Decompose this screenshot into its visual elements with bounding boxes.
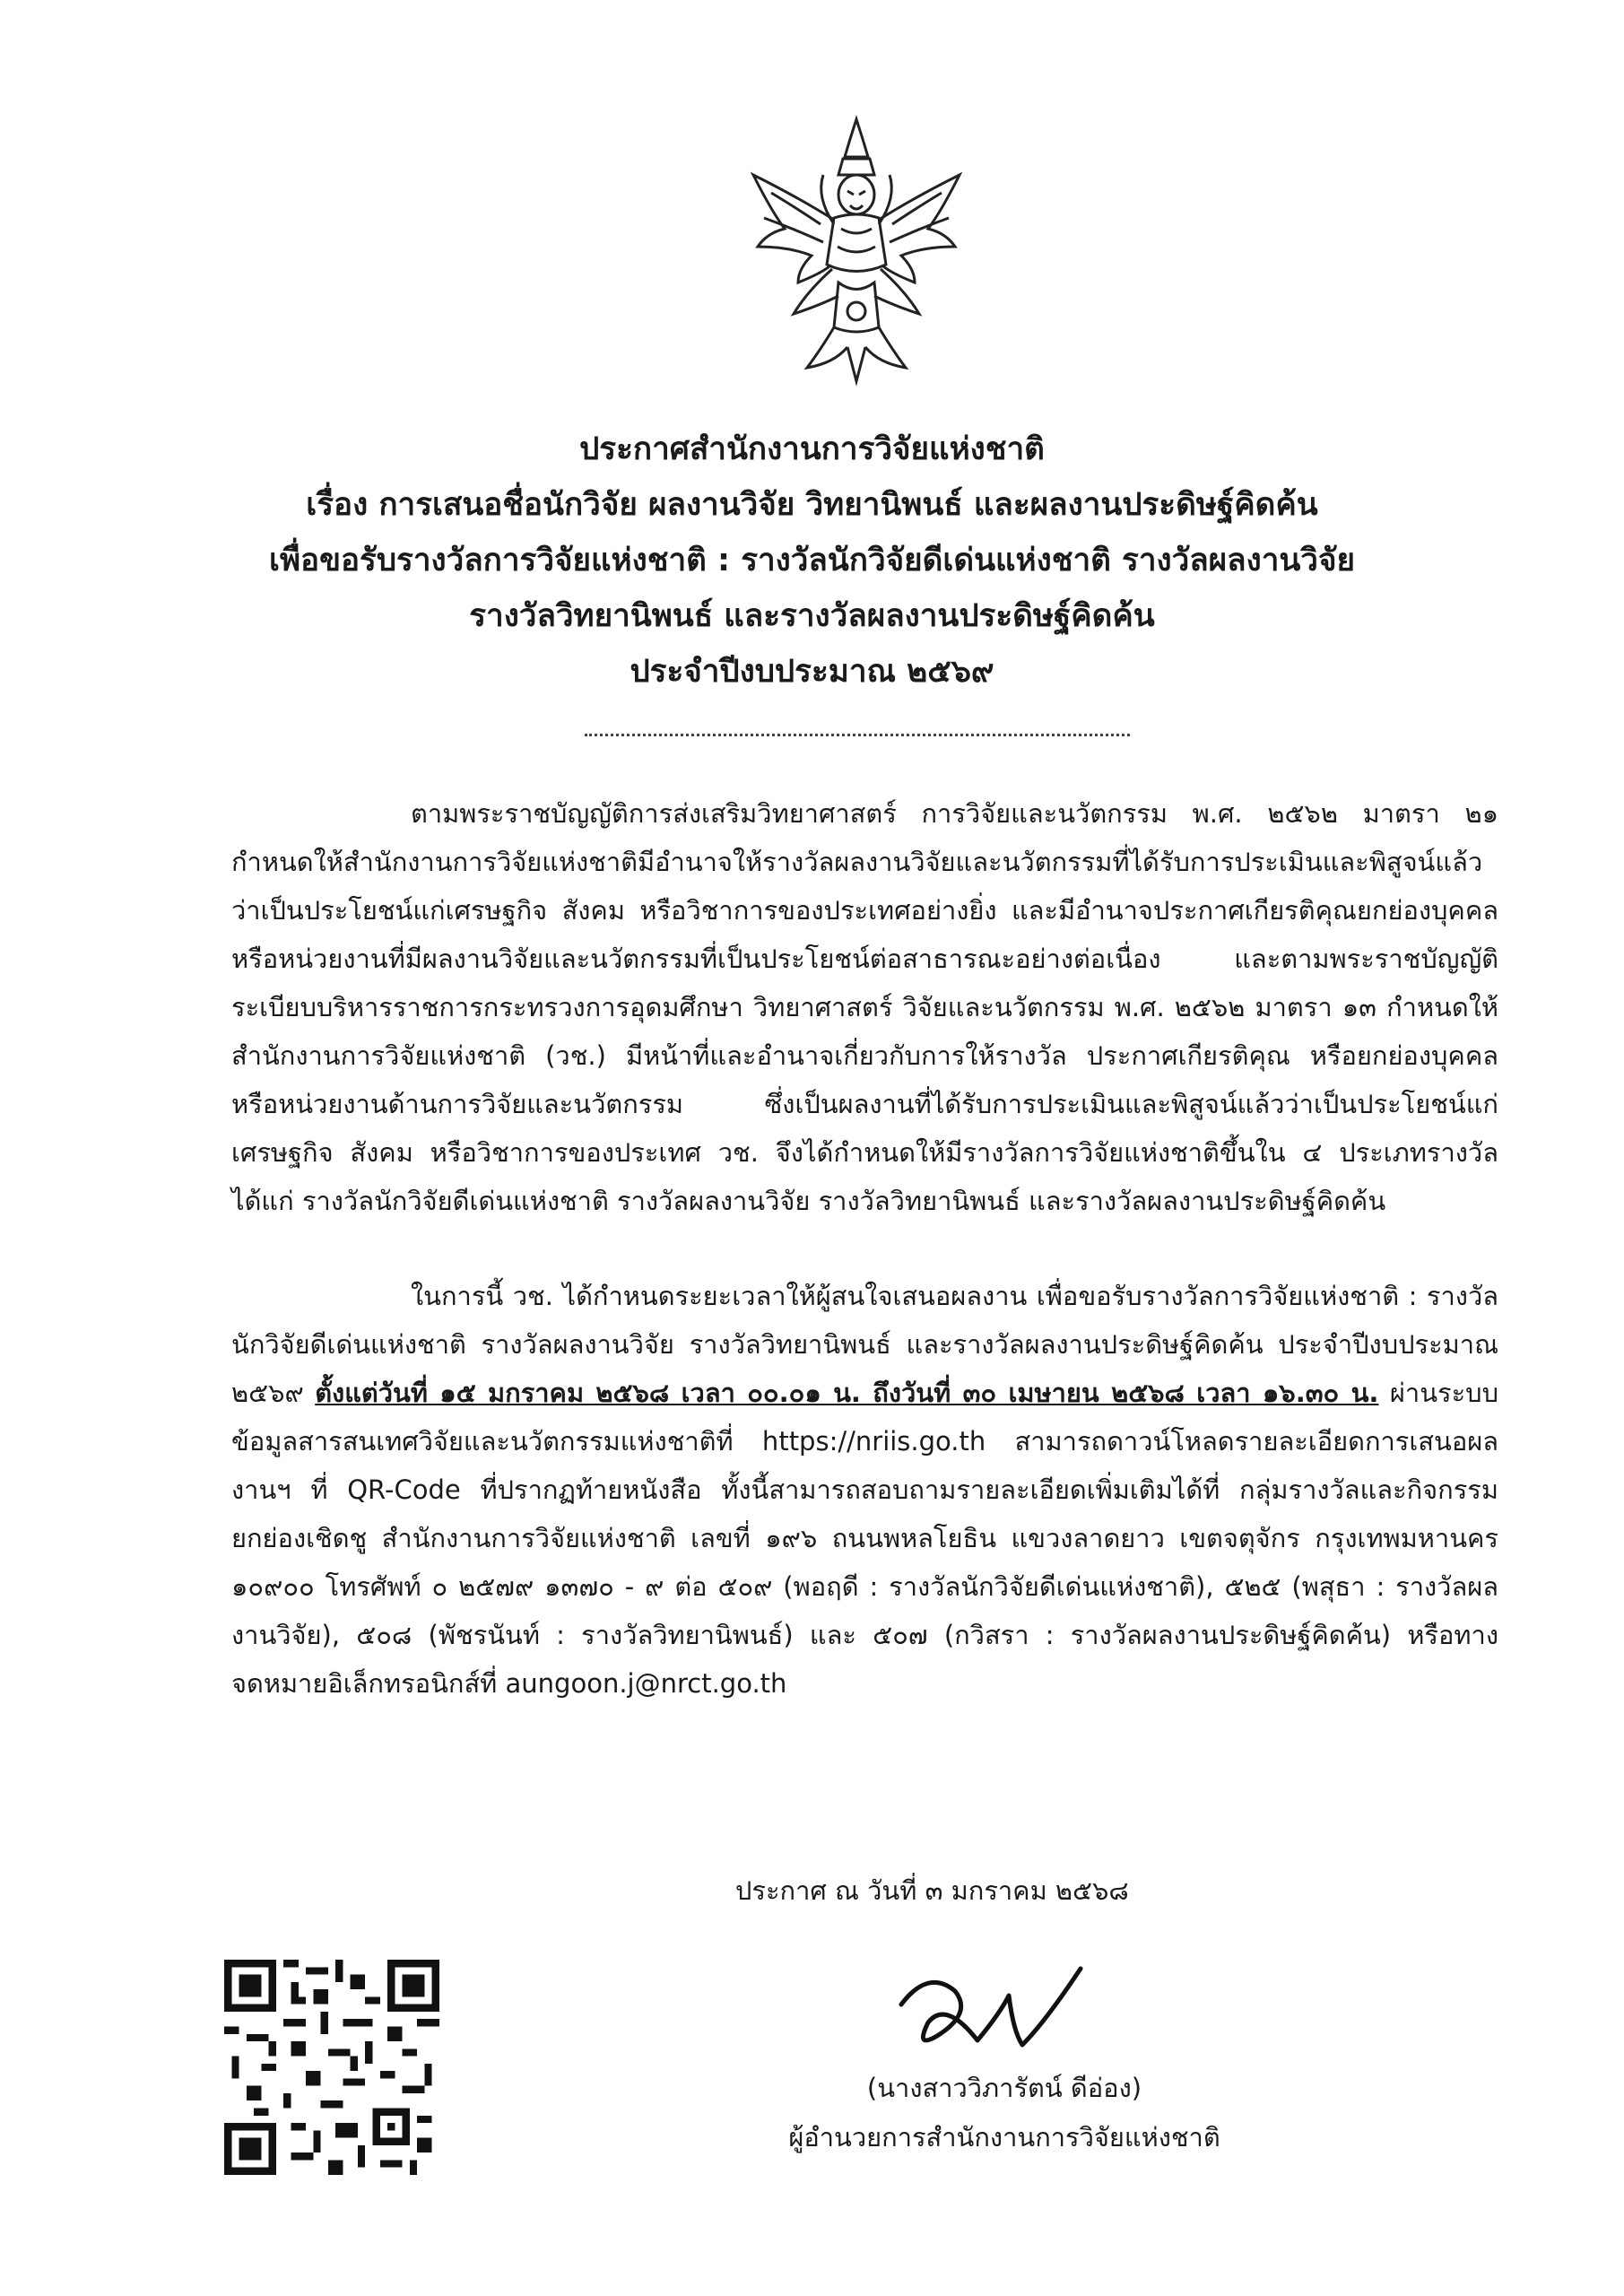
announcement-title [179, 422, 1445, 700]
title-line-1: ประกาศสำนักงานการวิจัยแห่งชาติ [579, 431, 1045, 467]
title-line-3: เพื่อขอรับรางวัลการวิจัยแห่งชาติ : รางวัลนักวิจัยดีเด่นแห่งชาติ รางวัลผลงานวิจัย [269, 543, 1355, 578]
title-line-5: ประจำปีงบประมาณ ๒๕๖๙ [630, 654, 994, 690]
body-paragraph-1 [231, 789, 1498, 1225]
body-paragraph-2 [231, 1272, 1498, 1708]
qr-code-icon [224, 1960, 439, 2175]
signer-name: (นางสาววิภารัตน์ ดีอ่อง) [866, 2073, 1142, 2103]
announcement-date: ประกาศ ณ วันที่ ๓ มกราคม ๒๕๖๘ [735, 1875, 1129, 1906]
paragraph-2-intro: ในการนี้ วช. ได้กำหนดระยะเวลาให้ผู้สนใจเสนอผลงาน เพื่อขอรับรางวัลการวิจัยแห่งชาติ : รางวัลนักวิจัยดีเด่นแห่งชาติ รางวัลผลงานวิจัย รางวัลวิทยานิพนธ์ และรางวัลผลงานประดิษฐ์คิดค้น ประจำปีงบประมาณ ๒๕๖๙ [231, 1281, 1498, 1408]
signer-title: ผู้อำนวยการสำนักงานการวิจัยแห่งชาติ [788, 2122, 1220, 2152]
title-line-2: เรื่อง การเสนอชื่อนักวิจัย ผลงานวิจัย วิทยานิพนธ์ และผลงานประดิษฐ์คิดค้น [306, 487, 1318, 523]
submission-period: ตั้งแต่วันที่ ๑๕ มกราคม ๒๕๖๘ เวลา ๐๐.๐๑ น. ถึงวันที่ ๓๐ เมษายน ๒๕๖๘ เวลา ๑๖.๓๐ น. [315, 1378, 1379, 1408]
title-line-4: รางวัลวิทยานิพนธ์ และรางวัลผลงานประดิษฐ์คิดค้น [469, 598, 1155, 634]
paragraph-1-text: ตามพระราชบัญญัติการส่งเสริมวิทยาศาสตร์ การวิจัยและนวัตกรรม พ.ศ. ๒๕๖๒ มาตรา ๒๑ กำหนดให้สำนักงานการวิจัยแห่งชาติมีอำนาจให้รางวัลผลงานวิจัยและนวัตกรรมที่ได้รับการประเมินและพิสูจน์แล้วว่าเป็นประโยชน์แก่เศรษฐกิจ สังคม หรือวิชาการของประเทศอย่างยิ่ง และมีอำนาจประกาศเกียรติคุณยกย่องบุคคลหรือหน่วยงานที่มีผลงานวิจัยและนวัตกรรมที่เป็นประโยชน์ต่อสาธารณะอย่างต่อเนื่อง และตามพระราชบัญญัติระเบียบบริหารราชการกระทรวงการอุดมศึกษา วิทยาศาสตร์ วิจัยและนวัตกรรม พ.ศ. ๒๕๖๒ มาตรา ๑๓ กำหนดให้สำนักงานการวิจัยแห่งชาติ (วช.) มีหน้าที่และอำนาจเกี่ยวกับการให้รางวัล ประกาศเกียรติคุณ หรือยกย่องบุคคลหรือหน่วยงานด้านการวิจัยและนวัตกรรม ซึ่งเป็นผลงานที่ได้รับการประเมินและพิสูจน์แล้วว่าเป็นประโยชน์แก่เศรษฐกิจ สังคม หรือวิชาการของประเทศ วช. จึงได้กำหนดให้มีรางวัลการวิจัยแห่งชาติขึ้นใน ๔ ประเภทรางวัล ได้แก่ รางวัลนักวิจัยดีเด่นแห่งชาติ รางวัลผลงานวิจัย รางวัลวิทยานิพนธ์ และรางวัลผลงานประดิษฐ์คิดค้น [231, 798, 1498, 1216]
title-divider [585, 734, 1130, 736]
signature-icon [865, 1951, 1099, 2076]
paragraph-2-text [231, 1272, 1498, 1708]
paragraph-2-details: ผ่านระบบข้อมูลสารสนเทศวิจัยและนวัตกรรมแห่งชาติที่ https://nriis.go.th สามารถดาวน์โหลดรายละเอียดการเสนอผลงานฯ ที่ QR-Code ที่ปรากฏท้ายหนังสือ ทั้งนี้สามารถสอบถามรายละเอียดเพิ่มเติมได้ที่ กลุ่มรางวัลและกิจกรรมยกย่องเชิดชู สำนักงานการวิจัยแห่งชาติ เลขที่ ๑๙๖ ถนนพหลโยธิน แขวงลาดยาว เขตจตุจักร กรุงเทพมหานคร ๑๐๙๐๐ โทรศัพท์ ๐ ๒๕๗๙ ๑๓๗๐ - ๙ ต่อ ๕๐๙ (พอฤดี : รางวัลนักวิจัยดีเด่นแห่งชาติ), ๕๒๕ (พสุธา : รางวัลผลงานวิจัย), ๕๐๘ (พัชรนันท์ : รางวัลวิทยานิพนธ์) และ ๕๐๗ (กวิสรา : รางวัลผลงานประดิษฐ์คิดค้น) หรือทางจดหมายอิเล็กทรอนิกส์ที่ aungoon.j@nrct.go.th [231, 1378, 1499, 1699]
garuda-emblem-icon [744, 112, 968, 390]
